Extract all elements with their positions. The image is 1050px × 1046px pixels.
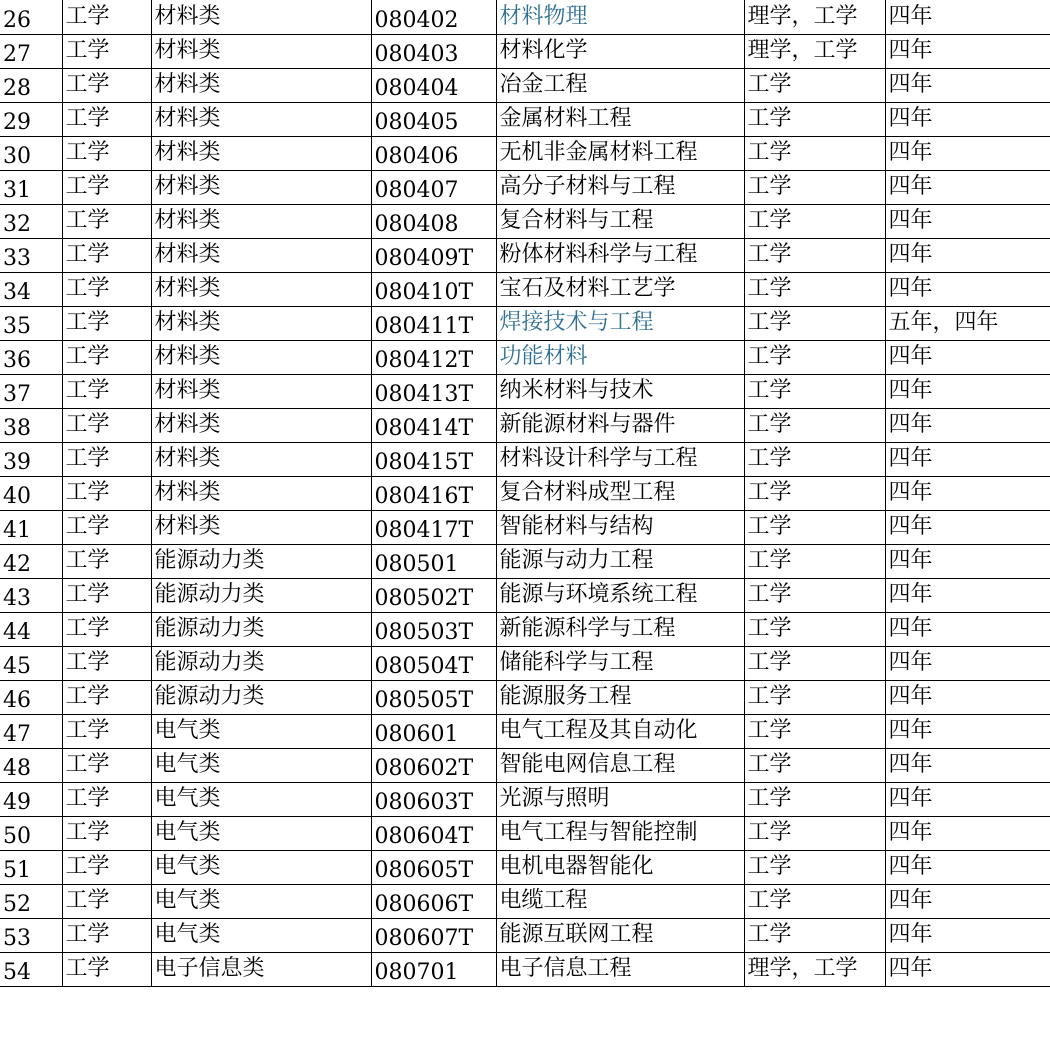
major-name-link[interactable]: 功能材料	[496, 340, 744, 374]
category-cell: 材料类	[151, 272, 371, 306]
major-name-cell: 高分子材料与工程	[496, 170, 744, 204]
major-name-cell: 电缆工程	[496, 884, 744, 918]
category-cell: 材料类	[151, 170, 371, 204]
degree-cell: 工学	[744, 170, 885, 204]
category-cell: 材料类	[151, 306, 371, 340]
category-cell: 电气类	[151, 918, 371, 952]
duration-cell: 四年	[885, 884, 1050, 918]
degree-cell: 理学，工学	[744, 34, 885, 68]
duration-cell: 四年	[885, 0, 1050, 34]
category-cell: 电气类	[151, 714, 371, 748]
major-name-cell: 纳米材料与技术	[496, 374, 744, 408]
table-row	[0, 680, 1050, 714]
duration-cell: 四年	[885, 102, 1050, 136]
degree-cell: 工学	[744, 476, 885, 510]
major-code-cell: 080505T	[371, 680, 496, 714]
major-code-cell: 080409T	[371, 238, 496, 272]
category-cell: 能源动力类	[151, 680, 371, 714]
table-row	[0, 408, 1050, 442]
row-number: 27	[0, 34, 62, 68]
major-code-cell: 080406	[371, 136, 496, 170]
discipline-cell: 工学	[62, 306, 151, 340]
major-code-cell: 080504T	[371, 646, 496, 680]
major-code-cell: 080501	[371, 544, 496, 578]
discipline-cell: 工学	[62, 952, 151, 986]
major-code-cell: 080408	[371, 204, 496, 238]
major-name-cell: 电机电器智能化	[496, 850, 744, 884]
major-code-cell: 080405	[371, 102, 496, 136]
degree-cell: 工学	[744, 306, 885, 340]
table-row	[0, 374, 1050, 408]
duration-cell: 四年	[885, 748, 1050, 782]
row-number: 42	[0, 544, 62, 578]
table-row	[0, 782, 1050, 816]
row-number: 39	[0, 442, 62, 476]
row-number: 49	[0, 782, 62, 816]
duration-cell: 五年，四年	[885, 306, 1050, 340]
category-cell: 材料类	[151, 510, 371, 544]
major-code-cell: 080503T	[371, 612, 496, 646]
degree-cell: 工学	[744, 612, 885, 646]
discipline-cell: 工学	[62, 170, 151, 204]
table-row	[0, 748, 1050, 782]
discipline-cell: 工学	[62, 238, 151, 272]
table-row	[0, 102, 1050, 136]
table-row	[0, 136, 1050, 170]
row-number: 26	[0, 0, 62, 34]
table-row	[0, 272, 1050, 306]
major-name-link[interactable]: 材料物理	[496, 0, 744, 34]
major-code-cell: 080414T	[371, 408, 496, 442]
degree-cell: 工学	[744, 646, 885, 680]
duration-cell: 四年	[885, 408, 1050, 442]
major-code-cell: 080416T	[371, 476, 496, 510]
category-cell: 电气类	[151, 748, 371, 782]
major-code-cell: 080404	[371, 68, 496, 102]
duration-cell: 四年	[885, 612, 1050, 646]
discipline-cell: 工学	[62, 476, 151, 510]
major-code-cell: 080403	[371, 34, 496, 68]
major-code-cell: 080605T	[371, 850, 496, 884]
degree-cell: 工学	[744, 578, 885, 612]
category-cell: 材料类	[151, 476, 371, 510]
duration-cell: 四年	[885, 510, 1050, 544]
row-number: 33	[0, 238, 62, 272]
row-number: 34	[0, 272, 62, 306]
category-cell: 材料类	[151, 34, 371, 68]
major-name-cell: 能源服务工程	[496, 680, 744, 714]
duration-cell: 四年	[885, 272, 1050, 306]
table-row	[0, 510, 1050, 544]
category-cell: 材料类	[151, 102, 371, 136]
degree-cell: 工学	[744, 272, 885, 306]
duration-cell: 四年	[885, 782, 1050, 816]
row-number: 31	[0, 170, 62, 204]
degree-cell: 工学	[744, 442, 885, 476]
row-number: 48	[0, 748, 62, 782]
duration-cell: 四年	[885, 170, 1050, 204]
duration-cell: 四年	[885, 714, 1050, 748]
major-code-cell: 080606T	[371, 884, 496, 918]
major-name-cell: 能源与动力工程	[496, 544, 744, 578]
discipline-cell: 工学	[62, 714, 151, 748]
major-name-cell: 电气工程及其自动化	[496, 714, 744, 748]
table-row	[0, 170, 1050, 204]
major-name-cell: 冶金工程	[496, 68, 744, 102]
duration-cell: 四年	[885, 952, 1050, 986]
duration-cell: 四年	[885, 238, 1050, 272]
major-name-cell: 金属材料工程	[496, 102, 744, 136]
major-name-cell: 复合材料成型工程	[496, 476, 744, 510]
discipline-cell: 工学	[62, 374, 151, 408]
major-code-cell: 080502T	[371, 578, 496, 612]
major-code-cell: 080407	[371, 170, 496, 204]
table-row	[0, 646, 1050, 680]
table-row	[0, 714, 1050, 748]
discipline-cell: 工学	[62, 918, 151, 952]
major-code-cell: 080417T	[371, 510, 496, 544]
duration-cell: 四年	[885, 578, 1050, 612]
degree-cell: 工学	[744, 850, 885, 884]
row-number: 52	[0, 884, 62, 918]
category-cell: 材料类	[151, 204, 371, 238]
row-number: 38	[0, 408, 62, 442]
major-name-cell: 材料化学	[496, 34, 744, 68]
major-name-cell: 粉体材料科学与工程	[496, 238, 744, 272]
duration-cell: 四年	[885, 374, 1050, 408]
degree-cell: 工学	[744, 714, 885, 748]
discipline-cell: 工学	[62, 748, 151, 782]
duration-cell: 四年	[885, 816, 1050, 850]
discipline-cell: 工学	[62, 136, 151, 170]
row-number: 45	[0, 646, 62, 680]
duration-cell: 四年	[885, 340, 1050, 374]
category-cell: 材料类	[151, 68, 371, 102]
discipline-cell: 工学	[62, 204, 151, 238]
category-cell: 能源动力类	[151, 578, 371, 612]
major-code-cell: 080412T	[371, 340, 496, 374]
row-number: 43	[0, 578, 62, 612]
category-cell: 电气类	[151, 782, 371, 816]
degree-cell: 工学	[744, 340, 885, 374]
table-row	[0, 544, 1050, 578]
degree-cell: 工学	[744, 68, 885, 102]
table-row	[0, 612, 1050, 646]
degree-cell: 工学	[744, 136, 885, 170]
discipline-cell: 工学	[62, 272, 151, 306]
category-cell: 材料类	[151, 0, 371, 34]
major-code-cell: 080415T	[371, 442, 496, 476]
degree-cell: 工学	[744, 102, 885, 136]
category-cell: 能源动力类	[151, 544, 371, 578]
major-code-cell: 080607T	[371, 918, 496, 952]
discipline-cell: 工学	[62, 680, 151, 714]
table-row	[0, 952, 1050, 986]
row-number: 40	[0, 476, 62, 510]
row-number: 41	[0, 510, 62, 544]
table-row	[0, 34, 1050, 68]
row-number: 37	[0, 374, 62, 408]
table-row	[0, 68, 1050, 102]
category-cell: 电子信息类	[151, 952, 371, 986]
duration-cell: 四年	[885, 680, 1050, 714]
major-name-cell: 智能材料与结构	[496, 510, 744, 544]
degree-cell: 理学，工学	[744, 0, 885, 34]
major-name-cell: 能源与环境系统工程	[496, 578, 744, 612]
major-name-cell: 电子信息工程	[496, 952, 744, 986]
row-number: 30	[0, 136, 62, 170]
duration-cell: 四年	[885, 850, 1050, 884]
major-name-cell: 材料设计科学与工程	[496, 442, 744, 476]
discipline-cell: 工学	[62, 578, 151, 612]
major-name-cell: 光源与照明	[496, 782, 744, 816]
table-row	[0, 918, 1050, 952]
degree-cell: 工学	[744, 204, 885, 238]
major-name-cell: 无机非金属材料工程	[496, 136, 744, 170]
row-number: 47	[0, 714, 62, 748]
table-row	[0, 306, 1050, 340]
degree-cell: 工学	[744, 816, 885, 850]
degree-cell: 工学	[744, 680, 885, 714]
category-cell: 材料类	[151, 238, 371, 272]
degree-cell: 工学	[744, 238, 885, 272]
discipline-cell: 工学	[62, 850, 151, 884]
discipline-cell: 工学	[62, 510, 151, 544]
major-name-cell: 能源互联网工程	[496, 918, 744, 952]
table-row	[0, 476, 1050, 510]
duration-cell: 四年	[885, 34, 1050, 68]
table-row	[0, 578, 1050, 612]
degree-cell: 工学	[744, 748, 885, 782]
major-name-cell: 复合材料与工程	[496, 204, 744, 238]
row-number: 35	[0, 306, 62, 340]
degree-cell: 工学	[744, 510, 885, 544]
duration-cell: 四年	[885, 544, 1050, 578]
table-row	[0, 340, 1050, 374]
duration-cell: 四年	[885, 442, 1050, 476]
row-number: 44	[0, 612, 62, 646]
discipline-cell: 工学	[62, 34, 151, 68]
category-cell: 能源动力类	[151, 646, 371, 680]
discipline-cell: 工学	[62, 0, 151, 34]
category-cell: 电气类	[151, 816, 371, 850]
major-code-cell: 080602T	[371, 748, 496, 782]
discipline-cell: 工学	[62, 340, 151, 374]
row-number: 28	[0, 68, 62, 102]
major-code-cell: 080411T	[371, 306, 496, 340]
major-code-cell: 080701	[371, 952, 496, 986]
category-cell: 电气类	[151, 850, 371, 884]
major-name-cell: 宝石及材料工艺学	[496, 272, 744, 306]
discipline-cell: 工学	[62, 442, 151, 476]
degree-cell: 工学	[744, 408, 885, 442]
category-cell: 材料类	[151, 408, 371, 442]
duration-cell: 四年	[885, 476, 1050, 510]
category-cell: 电气类	[151, 884, 371, 918]
row-number: 29	[0, 102, 62, 136]
major-code-cell: 080603T	[371, 782, 496, 816]
row-number: 46	[0, 680, 62, 714]
discipline-cell: 工学	[62, 68, 151, 102]
degree-cell: 工学	[744, 782, 885, 816]
category-cell: 材料类	[151, 340, 371, 374]
table-row	[0, 442, 1050, 476]
table-row	[0, 884, 1050, 918]
major-name-cell: 新能源科学与工程	[496, 612, 744, 646]
major-code-cell: 080410T	[371, 272, 496, 306]
discipline-cell: 工学	[62, 782, 151, 816]
major-name-cell: 新能源材料与器件	[496, 408, 744, 442]
row-number: 50	[0, 816, 62, 850]
duration-cell: 四年	[885, 918, 1050, 952]
category-cell: 材料类	[151, 136, 371, 170]
major-name-cell: 智能电网信息工程	[496, 748, 744, 782]
duration-cell: 四年	[885, 68, 1050, 102]
table-row	[0, 204, 1050, 238]
table-row	[0, 238, 1050, 272]
table-row	[0, 0, 1050, 34]
row-number: 54	[0, 952, 62, 986]
discipline-cell: 工学	[62, 408, 151, 442]
major-code-cell: 080402	[371, 0, 496, 34]
row-number: 51	[0, 850, 62, 884]
row-number: 32	[0, 204, 62, 238]
discipline-cell: 工学	[62, 102, 151, 136]
discipline-cell: 工学	[62, 816, 151, 850]
table-row	[0, 816, 1050, 850]
discipline-cell: 工学	[62, 544, 151, 578]
table-row	[0, 850, 1050, 884]
major-name-link[interactable]: 焊接技术与工程	[496, 306, 744, 340]
category-cell: 材料类	[151, 374, 371, 408]
discipline-cell: 工学	[62, 646, 151, 680]
major-code-cell: 080413T	[371, 374, 496, 408]
major-name-cell: 电气工程与智能控制	[496, 816, 744, 850]
degree-cell: 工学	[744, 918, 885, 952]
duration-cell: 四年	[885, 204, 1050, 238]
row-number: 36	[0, 340, 62, 374]
degree-cell: 理学，工学	[744, 952, 885, 986]
degree-cell: 工学	[744, 884, 885, 918]
row-number: 53	[0, 918, 62, 952]
category-cell: 材料类	[151, 442, 371, 476]
discipline-cell: 工学	[62, 884, 151, 918]
degree-cell: 工学	[744, 374, 885, 408]
major-name-cell: 储能科学与工程	[496, 646, 744, 680]
duration-cell: 四年	[885, 646, 1050, 680]
major-code-cell: 080604T	[371, 816, 496, 850]
degree-cell: 工学	[744, 544, 885, 578]
discipline-cell: 工学	[62, 612, 151, 646]
major-code-cell: 080601	[371, 714, 496, 748]
duration-cell: 四年	[885, 136, 1050, 170]
category-cell: 能源动力类	[151, 612, 371, 646]
